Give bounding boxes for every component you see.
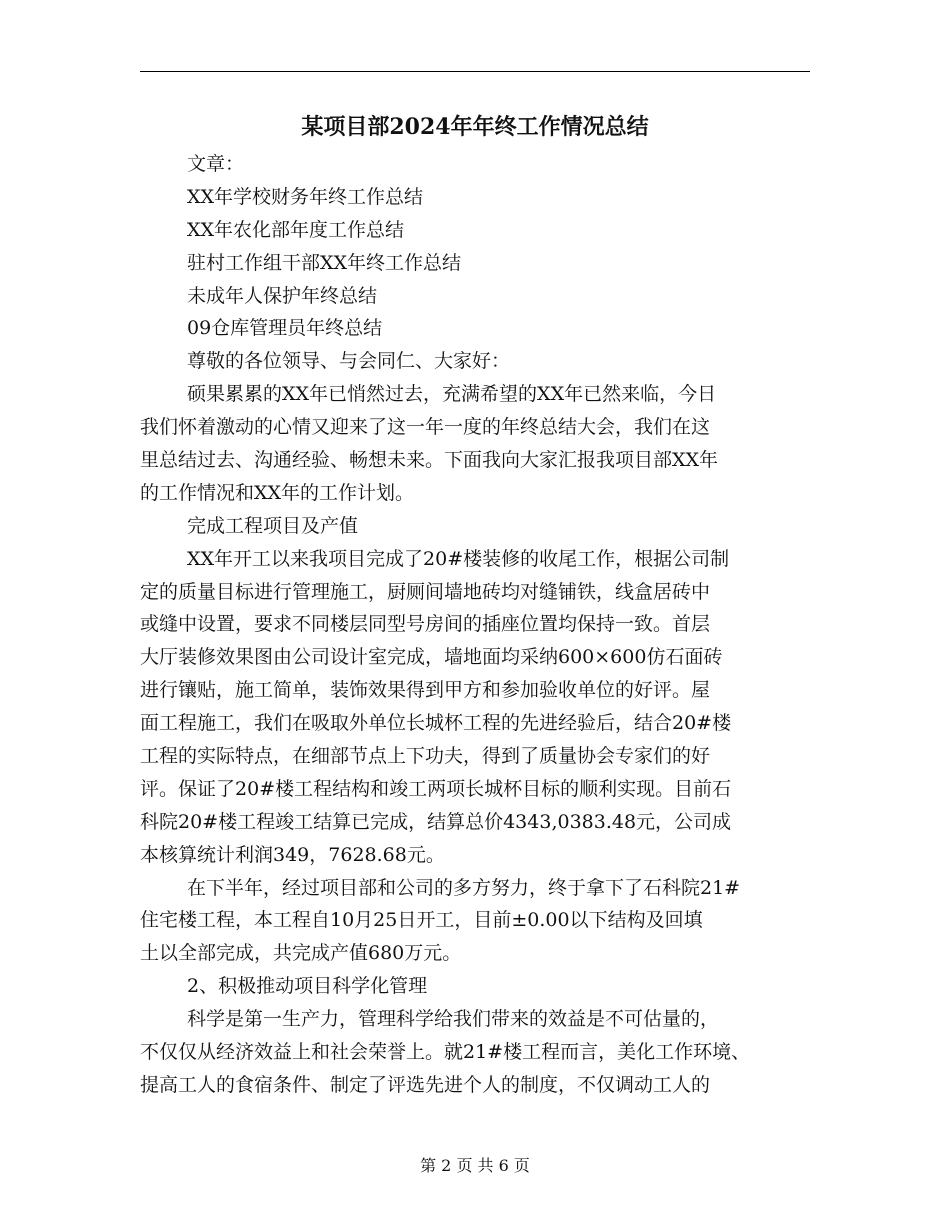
document-body [140,148,810,1102]
text-line: 大厅装修效果图由公司设计室完成，墙地面均采纳600×600仿石面砖 [140,646,723,669]
page-number: 第 2 页 共 6 页 [420,1156,530,1175]
text-line: 尊敬的各位领导、与会同仁、大家好： [187,350,511,373]
text-line: 文章： [187,153,245,175]
text-line: 的工作情况和XX年的工作计划。 [140,481,415,504]
text-line: 驻村工作组干部XX年终工作总结 [187,251,462,274]
document-title: 某项目部2024年年终工作情况总结 [301,114,649,140]
text-line: 土以全部完成，共完成产值680万元。 [140,942,462,965]
text-line: XX年开工以来我项目完成了20#楼装修的收尾工作，根据公司制 [187,547,730,570]
text-line: 评。保证了20#楼工程结构和竣工两项长城杯目标的顺利实现。目前石 [140,777,732,800]
header-rule [140,71,810,72]
text-line: 未成年人保护年终总结 [187,284,378,307]
text-line: 定的质量目标进行管理施工，厨厕间墙地砖均对缝铺铁，线盒居砖中 [140,580,711,603]
text-line: 或缝中设置，要求不同楼层同型号房间的插座位置均保持一致。首层 [140,613,711,636]
text-line: 进行镶贴，施工简单，装饰效果得到甲方和参加验收单位的好评。屋 [140,679,711,702]
text-line: 不仅仅从经济效益上和社会荣誉上。就21#楼工程而言，美化工作环境、 [140,1041,751,1064]
text-line: XX年农化部年度工作总结 [187,218,405,241]
text-line: 2、积极推动项目科学化管理 [187,975,428,998]
text-line: 提高工人的食宿条件、制定了评选先进个人的制度，不仅调动工人的 [140,1073,711,1096]
text-line: 工程的实际特点，在细部节点上下功夫，得到了质量协会专家们的好 [140,745,711,768]
text-line: 科学是第一生产力，管理科学给我们带来的效益是不可估量的， [187,1008,720,1031]
text-line: 里总结过去、沟通经验、畅想未来。下面我向大家汇报我项目部XX年 [140,449,719,472]
text-line: 09仓库管理员年终总结 [187,317,383,340]
text-line: 在下半年，经过项目部和公司的多方努力，终于拿下了石科院21# [187,876,741,899]
text-line: 科院20#楼工程竣工结算已完成，结算总价4343,0383.48元，公司成 [140,810,732,833]
text-line: 完成工程项目及产值 [187,514,359,537]
text-line: XX年学校财务年终工作总结 [187,185,424,208]
text-line: 我们怀着激动的心情又迎来了这一年一度的年终总结大会，我们在这 [140,416,711,439]
text-line: 硕果累累的XX年已悄然过去，充满希望的XX年已然来临，今日 [187,383,717,406]
text-line: 住宅楼工程，本工程自10月25日开工，目前±0.00以下结构及回填 [140,909,703,932]
text-line: 本核算统计利润349，7628.68元。 [140,843,445,866]
text-line: 面工程施工，我们在吸取外单位长城杯工程的先进经验后，结合20#楼 [140,712,732,735]
